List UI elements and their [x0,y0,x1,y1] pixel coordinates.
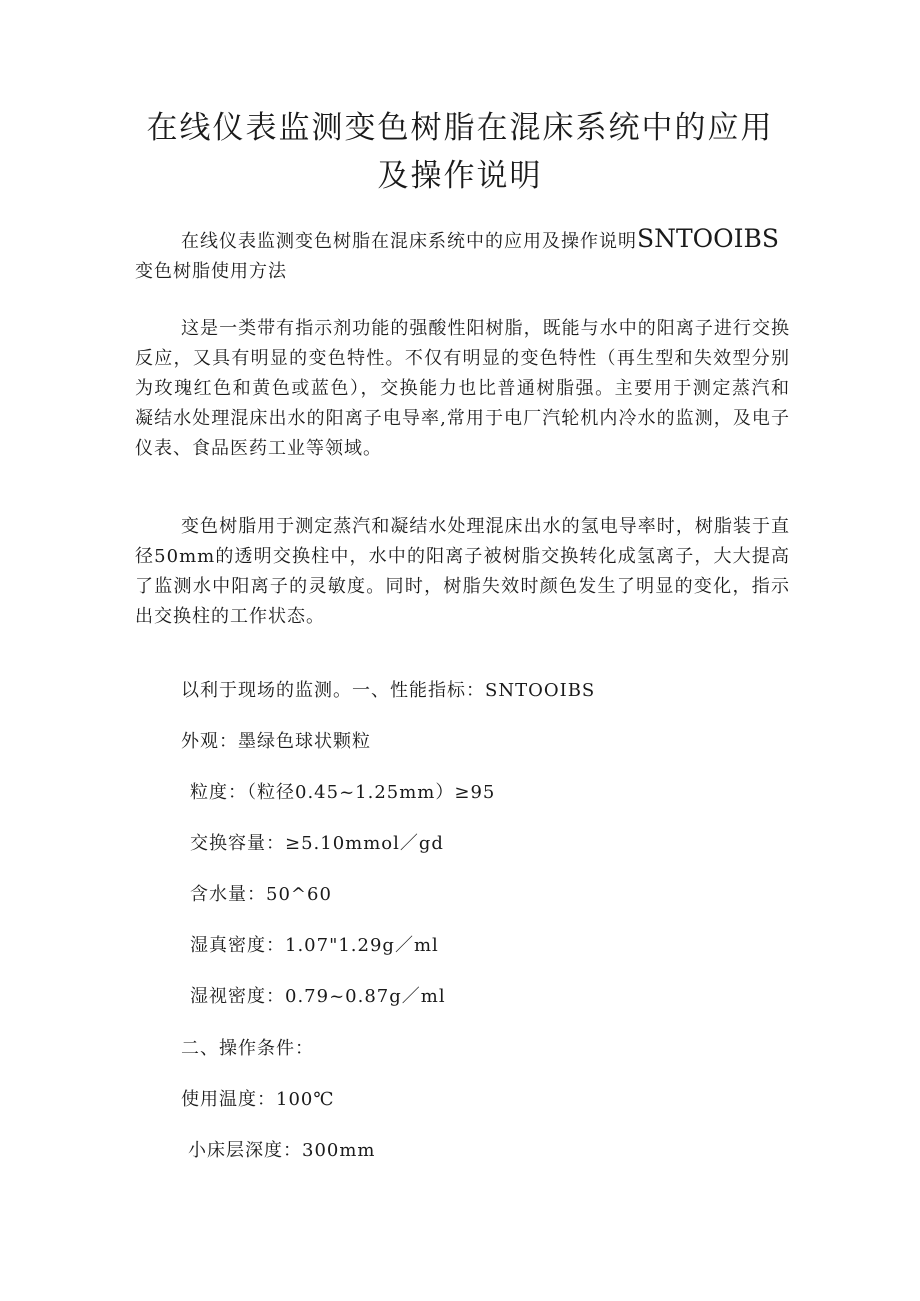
spec-appearance: 外观：墨绿色球状颗粒 [181,731,371,752]
intro-tail: 变色树脂使用方法 [135,261,287,282]
condition-bed-depth: 小床层深度：300mm [188,1140,376,1161]
intro-paragraph [135,224,790,287]
paragraph-2: 变色树脂用于测定蒸汽和凝结水处理混床出水的氢电导率时，树脂装于直径50mm的透明交换柱中，水中的阳离子被树脂交换转化成氢离子，大大提高了监测水中阳离子的灵敏度。同时，树脂失效时颜色发生了明显的变化，指示出交换柱的工作状态。 [135,516,790,627]
section-2-heading: 二、操作条件： [181,1038,314,1059]
section-1-heading: 以利于现场的监测。一、性能指标：SNTOOIBS [181,680,596,701]
intro-text: 在线仪表监测变色树脂在混床系统中的应用及操作说明 [181,231,637,252]
paragraph-1: 这是一类带有指示剂功能的强酸性阳树脂，既能与水中的阳离子进行交换反应，又具有明显的变色特性。不仅有明显的变色特性（再生型和失效型分别为玫瑰红色和黄色或蓝色），交换能力也比普通树脂强。主要用于测定蒸汽和凝结水处理混床出水的阳离子电导率,常用于电厂汽轮机内冷水的监测，及电子仪表、食品医药工业等领域。 [135,318,790,459]
spec-wet-apparent-density: 湿视密度：0.79~0.87g／ml [190,986,446,1007]
condition-temperature: 使用温度：100℃ [181,1089,335,1110]
title-line-1: 在线仪表监测变色树脂在混床系统中的应用 [146,110,774,146]
spec-capacity: 交换容量：≥5.10mmol／gd [190,833,444,854]
spec-water-content: 含水量：50^60 [190,884,332,905]
title-line-2: 及操作说明 [377,158,543,194]
spec-wet-true-density: 湿真密度：1.07"1.29g／ml [190,935,439,956]
spec-granularity: 粒度：（粒径0.45~1.25mm）≥95 [190,782,496,803]
document-title [130,104,790,200]
intro-code: SNTOOIBS [637,224,780,253]
